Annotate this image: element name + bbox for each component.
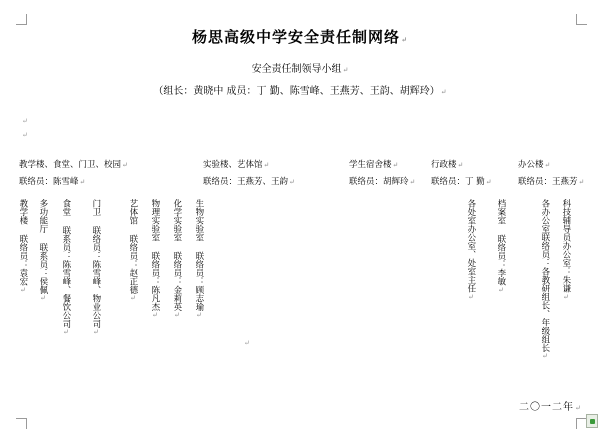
- document-title-text: 杨思高级中学安全责任制网络: [192, 28, 401, 46]
- column-archives-room: 档案室 联络员：李敏↵: [495, 199, 506, 294]
- document-date: [519, 398, 582, 413]
- paragraph-mark: ↵: [440, 88, 447, 96]
- page-corner-mark-bottom-left: [16, 418, 27, 429]
- paragraph-mark: ↵: [575, 404, 582, 412]
- paragraph-mark: ↵: [342, 66, 349, 74]
- document-title: [0, 26, 600, 47]
- leadership-members: [0, 82, 600, 97]
- paragraph-mark: ↵: [22, 117, 28, 125]
- column-chemistry-lab: 化学实验室 联络员：金莉英↵: [171, 199, 182, 319]
- column-multifunction-hall: 多功能厅 联系员：侯佩↵: [37, 199, 48, 302]
- group-contact-admin: 联络员：丁 勤↵: [431, 177, 492, 187]
- paragraph-mark: ↵: [244, 339, 250, 347]
- group-buildings-office: 办公楼↵: [518, 160, 551, 170]
- column-physics-lab: 物理实验室 联络员：陈凡杰↵: [149, 199, 160, 319]
- group-buildings-dorm: 学生宿舍楼↵: [349, 160, 399, 170]
- leadership-members-text: （组长：黄晓中 成员：丁 勤、陈雪峰、王燕芳、王韵、胡辉玲）: [153, 86, 440, 97]
- column-gate-guard: 门卫 联络员：陈雪峰、物业公司↵: [90, 199, 101, 336]
- group-contact-dorm: 联络员：胡辉玲↵: [349, 177, 416, 187]
- column-arts-sports-hall: 艺体馆 联络员：赵正德↵: [127, 199, 138, 302]
- scroll-to-bottom-button[interactable]: [586, 414, 598, 428]
- column-canteen: 食堂 联系员：陈雪峰、餐饮公司↵: [60, 199, 71, 336]
- document-subtitle: [0, 60, 600, 75]
- paragraph-mark: ↵: [22, 131, 28, 139]
- column-teaching-building: 教学楼 联络员：袁宏↵: [17, 199, 28, 294]
- column-tech-advisor-office: 科技辅导员办公室：朱谦↵: [560, 199, 571, 301]
- document-date-text: 二〇一二年: [519, 402, 574, 413]
- group-buildings-teaching: 教学楼、食堂、门卫、校园↵: [19, 160, 128, 170]
- group-contact-teaching: 联络员：陈雪峰↵: [19, 177, 86, 187]
- group-buildings-lab: 实验楼、艺体馆↵: [203, 160, 270, 170]
- column-biology-lab: 生物实验室 联络员：顾志瑜↵: [193, 199, 204, 319]
- group-buildings-admin: 行政楼↵: [431, 160, 464, 170]
- page-corner-mark-top-left: [16, 14, 27, 25]
- column-department-offices: 各处室办公室、处室主任↵: [465, 199, 476, 301]
- group-contact-lab: 联络员：王燕芳、王韵↵: [203, 177, 295, 187]
- page-corner-mark-top-right: [576, 14, 587, 25]
- document-subtitle-text: 安全责任制领导小组: [251, 64, 342, 75]
- column-all-offices: 各办公室联络员：各教研组长、年级组长↵: [539, 199, 550, 360]
- group-contact-office: 联络员：王燕芳↵: [518, 177, 585, 187]
- paragraph-mark: ↵: [401, 35, 408, 44]
